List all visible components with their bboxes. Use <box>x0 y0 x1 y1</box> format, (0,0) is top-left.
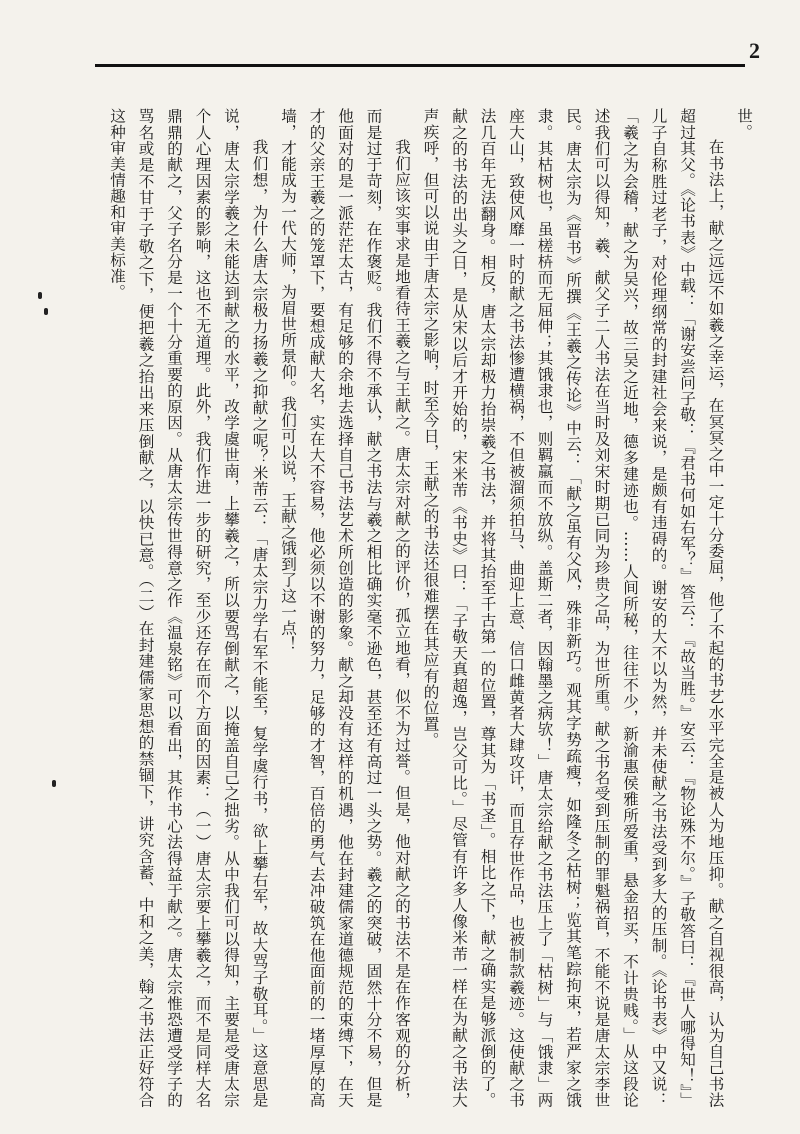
paragraph: 我们应该实事求是地看待王羲之与王献之。唐太宗对献之的评价，孤立地看，似不为过誉。但是，他对献之的书法不是在作客观的分析，而是过于苛刻，在作褒贬。我们不得不承认，献之书法与羲之相比确实毫不逊色，甚至还有高过一头之势。羲之的突破，固然十分不易，但是他面对的是一派茫茫太古，有足够的余地去选择自己书法艺术所创造的影象。献之却没有这样的机遇，他在封建儒家道德规范的束缚下，在天才的父亲王羲之的笼罩下，要想成献大名，实在大不容易，他必须以不谢的努力，足够的才智，百倍的勇气去冲破筑在他面前的一堵厚厚的高墙，才能成为一代大师，为眉世所景仰。我们可以说，王献之饿到了这一点！ <box>279 108 411 1108</box>
margin-mark <box>38 292 42 299</box>
paragraph: 我们想，为什么唐太宗极力扬羲之抑献之呢？米芾云：「唐太宗力学右军不能至，复学虞行书，欲上攀右军，故大骂子敬耳。」这意思是说，唐太宗学羲之未能达到献之的水平，改学虞世南，上攀羲之，所以要骂倒献之，以掩盖自己之拙劣。从中我们可以得知，主要是受唐太宗个人心理因素的影响，这也不无道理。此外，我们作进一步的研究，至少还存在而个方面的因素：（一）唐太宗要上攀羲之，而不是同样大名鼎鼎的献之，父子名分是一个十分重要的原因。从唐太宗传世得意之作《温泉铭》可以看出，其作书心法得益于献之。唐太宗惟恐遭受学子的骂名或是不甘于子敬之下，便把羲之抬出来压倒献之，以快已意。（二）在封建儒家思想的禁锢下，讲究含蓄、中和之美，翰之书法正好符合这种审美情趣和审美标准。 <box>108 108 269 1108</box>
margin-mark <box>44 308 48 315</box>
page-number: 2 <box>749 38 760 63</box>
body-text <box>108 108 758 1108</box>
margin-mark <box>52 780 56 787</box>
paragraph: 世。 <box>735 108 753 140</box>
paragraph: 在书法上，献之远远不如羲之幸运，在冥冥之中一定十分委屈，他了不起的书艺水平完全是被人为地压抑。献之自视很高，认为自己书法超过其父。《论书表》中载：「谢安尝问子敬：『君书何如右军？』答云：『故当胜。』安云：『物论殊不尔。』子敬答曰：『世人哪得知！』」儿子自称胜过老子，对伦理纲常的封建社会来说，是颇有违碍的。谢安的大不以为然，并未使献之书法受到多大的压制。《论书表》中又说：「羲之为会稽，献之为吴兴，故三吴之近地，德多建迹也。……人间所秘，往往不少，新渝惠侯雅所爱重，悬金招买，不计贵贱。」从这段论述我们可以得知，羲、献父子二人书法在当时及刘宋时期已同为珍贵之品，为世所重。献之书名受到压制的罪魁祸首，不能不说是唐太宗李世民。唐太宗为《晋书》所撰《王羲之传论》中云：「献之虽有父风，殊非新巧。观其字势疏瘦，如隆冬之枯树；览其笔踪拘束，若严家之饿隶。其枯树也，虽槎枿而无屈伸；其饿隶也，则羁羸而不放纵。盖斯二者，因翰墨之病欤！」唐太宗给献之书法压上了「枯树」与「饿隶」两座大山，致使风靡一时的献之书法惨遭横祸，不但被溜须拍马、曲迎上意、信口雌黄者大肆攻讦，而且存世作品，也被制款羲迹。这使献之书法几百年无法翻身。相反，唐太宗却极力抬崇羲之书法，并将其抬至千古第一的位置，尊其为「书圣」。相比之下，献之确实是够派倒的了。献之的书法的出头之日，是从宋以后才开始的，宋米芾《书史》曰：「子敬天真超逸，岂父可比。」尽管有许多人像米芾一样在为献之书法大声疾呼，但可以说由于唐太宗之影响，时至今日，王献之的书法还很难摆在其应有的位置。 <box>421 108 725 1108</box>
header-rule <box>95 64 745 67</box>
